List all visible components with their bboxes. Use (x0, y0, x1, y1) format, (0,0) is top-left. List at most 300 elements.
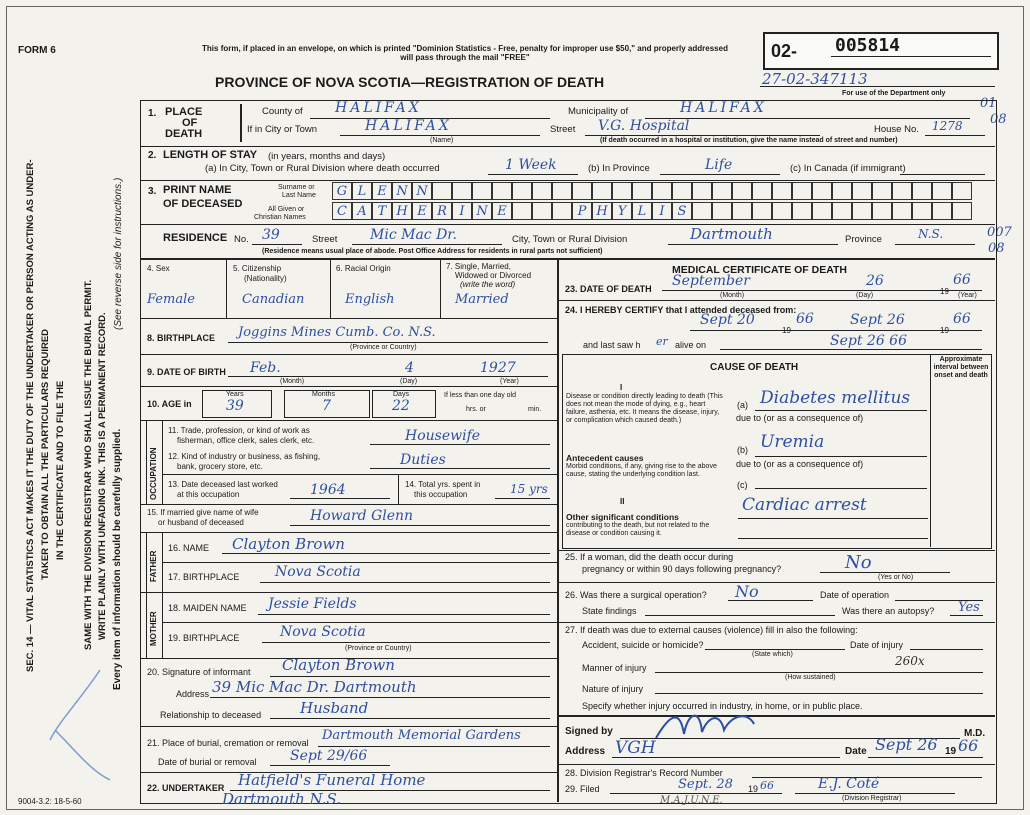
stay-b-line (660, 174, 780, 175)
undertaker-line (230, 790, 550, 791)
given-letter-box: A (352, 202, 372, 220)
given-letter-box (512, 202, 532, 220)
q29-registrar-line (795, 793, 955, 794)
occupation-side-divider (146, 420, 147, 504)
q13-value: 1964 (310, 482, 346, 498)
sex-label: 4. Sex (147, 264, 170, 273)
surname-letter-box (812, 182, 832, 200)
side-text-5: WRITE PLAINLY WITH UNFADING INK. THIS IS A PERMANENT RECORD. (97, 312, 108, 640)
given-letter-box (552, 202, 572, 220)
age-days-cap: Days (393, 391, 409, 398)
surname-letter-box (892, 182, 912, 200)
surname-letter-box (772, 182, 792, 200)
sig-address: VGH (615, 738, 656, 758)
hospital-note: (If death occurred in a hospital or institution, give the name instead of street and number) (600, 137, 898, 144)
marital-label-1: 7. Single, Married, (446, 262, 511, 271)
side-text-2: TAKER TO OBTAIN ALL THE PARTICULARS REQUIRED (40, 328, 51, 580)
given-letter-box: H (592, 202, 612, 220)
informant-rel-line (270, 718, 550, 719)
racial-value: English (345, 292, 395, 307)
stay-a-line (488, 174, 578, 175)
last-saw-mid: er (656, 335, 668, 348)
roman-1: I (620, 383, 623, 392)
undertaker-value-2: Dartmouth N.S. (222, 790, 341, 808)
informant-signature: Clayton Brown (282, 656, 395, 674)
surname-letter-box: N (412, 182, 432, 200)
given-letter-box: Y (612, 202, 632, 220)
city-label: If in City or Town (247, 124, 318, 135)
mother-bp-line (262, 642, 550, 643)
margin-code-2: 08 (990, 112, 1007, 127)
q27-injury-date-line (910, 649, 983, 650)
row-divider-2 (140, 180, 995, 181)
cause-a-tag: (a) (737, 400, 748, 410)
sig-date-line (868, 757, 983, 758)
surname-letter-box (952, 182, 972, 200)
given-letter-box (812, 202, 832, 220)
q23-line (662, 290, 982, 291)
surname-label-1: Surname or (278, 184, 315, 191)
row-divider-9 (140, 504, 557, 505)
residence-street-label: Street (312, 234, 338, 245)
surname-letter-box (932, 182, 952, 200)
residence-no-value: 39 (262, 227, 280, 243)
given-letter-box: N (472, 202, 492, 220)
md-label: M.D. (964, 728, 986, 739)
mother-bp-value: Nova Scotia (280, 624, 366, 640)
city-name-caption: (Name) (430, 137, 454, 144)
informant-label: 20. Signature of informant (147, 667, 251, 677)
q27-manner-label: Manner of injury (582, 663, 647, 673)
q27-label: 27. If death was due to external causes (violence) fill in also the following: (565, 625, 858, 635)
q25-yes-no: (Yes or No) (878, 574, 914, 581)
stay-a-value: 1 Week (505, 157, 557, 173)
q13-label-a: 13. Date deceased last worked (168, 480, 278, 489)
place-heading-3: DEATH (165, 128, 203, 140)
row-divider-5 (140, 318, 557, 319)
q27-state-which: (State which) (752, 651, 793, 658)
q11-value: Housewife (405, 428, 481, 444)
q23-month: September (672, 273, 750, 289)
sig-address-label: Address (565, 746, 606, 757)
dept-number: 27-02-347113 (762, 70, 868, 88)
father-bp-line (260, 582, 550, 583)
given-letter-box: L (632, 202, 652, 220)
birthplace-line (228, 342, 548, 343)
cause-b-line (755, 456, 927, 457)
sex-value: Female (147, 292, 195, 307)
q14-line (495, 498, 550, 499)
county-value: HALIFAX (335, 100, 422, 116)
father-bp-label: 17. BIRTHPLACE (168, 572, 240, 582)
q26-findings-label: State findings (582, 606, 637, 616)
q24-from-year: 66 (796, 311, 814, 327)
q25-value: No (845, 552, 872, 573)
residence-division-line (668, 244, 838, 245)
q28-label: 28. Division Registrar's Record Number (565, 768, 723, 778)
less-than-day: If less than one day old (444, 392, 516, 399)
residence-note: (Residence means usual place of abode. Post Office Address for residents in rural parts not sufficient) (262, 248, 603, 255)
antecedent-sub: Morbid conditions, if any, giving rise to the above cause, stating the underlying condition last. (566, 463, 717, 478)
father-vertical-label: FATHER (149, 550, 158, 582)
margin-code-1: 01 (980, 96, 997, 111)
right-divider-2 (557, 550, 995, 551)
name-heading-2: OF DECEASED (163, 198, 243, 210)
surname-letter-box (712, 182, 732, 200)
dob-day-cap: (Day) (400, 378, 418, 385)
row-divider-10 (140, 532, 557, 533)
given-letter-box (772, 202, 792, 220)
surname-letter-box (512, 182, 532, 200)
place-divider (240, 104, 242, 142)
sig-year-prefix: 19 (945, 746, 957, 757)
informant-rel: Husband (300, 699, 369, 717)
residence-province-value: N.S. (918, 227, 944, 241)
mother-maiden-line (258, 614, 550, 615)
burial-place-line (318, 746, 550, 747)
dept-use-label: For use of the Department only (842, 90, 946, 97)
age-years-value: 39 (226, 398, 244, 414)
q27-nature-line (655, 693, 983, 694)
pencil-mark (20, 660, 130, 790)
birthplace-sub: (Province or Country) (350, 344, 417, 351)
q29-filed-line (610, 793, 782, 794)
given-letter-box: C (332, 202, 352, 220)
sig-address-line (612, 757, 840, 758)
dob-year-cap: (Year) (500, 378, 519, 385)
age-months-value: 7 (322, 398, 331, 414)
surname-letter-box (792, 182, 812, 200)
q26-findings-line (645, 615, 835, 616)
side-text-4: SAME WITH THE DIVISION REGISTRAR WHO SHALL ISSUE THE BURIAL PERMIT. (83, 279, 94, 650)
right-divider-3 (557, 582, 995, 583)
given-letter-box (712, 202, 732, 220)
residence-province-label: Province (845, 234, 882, 245)
given-letter-box (932, 202, 952, 220)
marital-label-3: (write the word) (460, 280, 516, 289)
surname-letter-box (732, 182, 752, 200)
given-letter-box (952, 202, 972, 220)
row-divider-6 (140, 354, 557, 355)
dob-month-cap: (Month) (280, 378, 305, 385)
mother-maiden-label: 18. MAIDEN NAME (168, 603, 247, 613)
q27-how-sustained: (How sustained) (785, 674, 836, 681)
medical-heading: MEDICAL CERTIFICATE OF DEATH (672, 264, 847, 276)
q29-filed: Sept. 28 (678, 777, 733, 792)
dob-line (228, 376, 548, 377)
q13-label-b: at this occupation (177, 490, 240, 499)
given-letter-box: H (392, 202, 412, 220)
margin-code-4: 08 (988, 241, 1005, 256)
age-days-value: 22 (392, 398, 410, 414)
house-label: House No. (874, 124, 919, 135)
q23-day-cap: (Day) (856, 292, 874, 299)
q23-month-cap: (Month) (720, 292, 745, 299)
father-side-divider (146, 532, 147, 592)
q27-specify-label: Specify whether injury occurred in industry, in home, or in public place. (582, 701, 863, 711)
burial-date: Sept 29/66 (290, 748, 368, 764)
cause-c-line (755, 488, 927, 489)
citizenship-value: Canadian (242, 292, 305, 307)
given-letter-box (912, 202, 932, 220)
q24-to-prefix: 19 (940, 326, 949, 335)
surname-letter-box (672, 182, 692, 200)
surname-letter-box (872, 182, 892, 200)
city-value: HALIFAX (365, 118, 452, 134)
reg-number: 005814 (835, 35, 901, 56)
birthplace-label: 8. BIRTHPLACE (147, 333, 216, 343)
registration-number-box (763, 32, 999, 70)
q24-from-prefix: 19 (782, 326, 791, 335)
q11-line (370, 444, 550, 445)
q12-label-a: 12. Kind of industry or business, as fishing, (168, 452, 321, 461)
reg-underline (831, 56, 991, 57)
street-label: Street (550, 124, 576, 135)
q27-accident-line (705, 649, 845, 650)
q26-label: 26. Was there a surgical operation? (565, 590, 707, 600)
antecedent-label: Antecedent causes (566, 453, 644, 463)
margin-code-3: 007 (987, 225, 1012, 240)
father-mid-line (162, 562, 557, 563)
interval-label: Approximate interval between onset and death (933, 356, 989, 379)
birthplace-value: Joggins Mines Cumb. Co. N.S. (238, 325, 436, 340)
given-letter-box (792, 202, 812, 220)
city-line (340, 135, 540, 136)
residence-division-value: Dartmouth (690, 225, 773, 243)
given-label-1: All Given or (268, 206, 305, 213)
citizenship-label: 5. Citizenship (233, 264, 282, 273)
given-letter-box (832, 202, 852, 220)
right-divider-1 (557, 300, 995, 301)
place-num: 1. (148, 108, 157, 119)
surname-letter-box (572, 182, 592, 200)
q25-label-2: pregnancy or within 90 days following pregnancy? (582, 564, 782, 574)
burial-date-line (270, 765, 390, 766)
q26-value: No (735, 582, 759, 601)
age-label: 10. AGE in (147, 399, 192, 409)
q26-autopsy-label: Was there an autopsy? (842, 606, 935, 616)
surname-letter-box (452, 182, 472, 200)
given-letter-box (852, 202, 872, 220)
surname-letter-box (592, 182, 612, 200)
mother-maiden-value: Jessie Fields (268, 596, 357, 612)
q27-accident-label: Accident, suicide or homicide? (582, 640, 704, 650)
sig-year: 66 (958, 736, 979, 755)
surname-letter-box (472, 182, 492, 200)
surname-letter-box (852, 182, 872, 200)
dob-label: 9. DATE OF BIRTH (147, 367, 226, 377)
given-letter-box (732, 202, 752, 220)
form-title: PROVINCE OF NOVA SCOTIA—REGISTRATION OF DEATH (215, 74, 605, 90)
sig-date-label: Date (845, 746, 867, 757)
cause-b-tag: (b) (737, 445, 748, 455)
residence-street-line (352, 244, 502, 245)
stay-c-line (900, 174, 985, 175)
q11-label-a: 11. Trade, profession, or kind of work as (168, 426, 310, 435)
stay-a-label: (a) In City, Town or Rural Division where death occurred (205, 163, 440, 174)
last-saw-line (720, 349, 982, 350)
given-letter-box: I (652, 202, 672, 220)
row-divider-7 (140, 386, 557, 387)
given-letter-box: E (492, 202, 512, 220)
q27-nature-label: Nature of injury (582, 684, 644, 694)
q27-manner-note: 260x (895, 654, 925, 668)
other-conditions-value: Cardiac arrest (742, 495, 867, 515)
surname-letter-box: G (332, 182, 352, 200)
cause-a-line (755, 410, 927, 411)
street-line (585, 135, 820, 136)
occupation-vertical-label: OCCUPATION (149, 447, 158, 500)
row-divider-13 (140, 726, 557, 727)
burial-date-label: Date of burial or removal (158, 757, 257, 767)
q23-year: 66 (953, 272, 971, 288)
q13-line (290, 498, 390, 499)
citizenship-sub: (Nationality) (244, 274, 287, 283)
q12-label-b: bank, grocery store, etc. (177, 462, 263, 471)
header-notice: This form, if placed in an envelope, on which is printed "Dominion Statistics - Free, penalty for improper use $50," and properly addressed will pass through the mail "FREE" (202, 44, 728, 62)
father-name-value: Clayton Brown (232, 535, 345, 553)
municipality-value: HALIFAX (680, 100, 767, 116)
interval-divider (930, 354, 931, 547)
side-text-1: SEC. 14 — VITAL STATISTICS ACT MAKES IT THE DUTY OF THE UNDERTAKER OR PERSON ACTING AS UNDER- (25, 159, 36, 672)
row-divider-11 (140, 592, 557, 593)
stay-b-value: Life (705, 157, 733, 173)
row-divider-1 (140, 146, 995, 147)
surname-letter-box (432, 182, 452, 200)
last-saw-label: and last saw h (583, 340, 641, 350)
row-divider-3 (140, 224, 995, 225)
q24-line (690, 330, 982, 331)
surname-letter-box (752, 182, 772, 200)
cause-b-due: due to (or as a consequence of) (736, 459, 864, 469)
occupation-side-divider-2 (162, 420, 163, 504)
residence-province-line (895, 244, 975, 245)
row-divider-4 (140, 258, 995, 260)
cause-a-value: Diabetes mellitus (760, 388, 911, 408)
residence-street-value: Mic Mac Dr. (370, 227, 457, 243)
informant-sig-line (270, 676, 550, 677)
reg-prefix: 02- (771, 41, 798, 61)
q26-date-label: Date of operation (820, 590, 890, 600)
spouse-label-1: 15. If married give name of wife (147, 508, 259, 517)
hrs-label: hrs. or (466, 406, 486, 413)
q13-top-line (162, 474, 557, 475)
col-4-5 (226, 260, 227, 318)
surname-letter-box (612, 182, 632, 200)
surname-letter-box: E (372, 182, 392, 200)
q12-value: Duties (400, 452, 446, 468)
q29-registrar: E.J. Coté (818, 776, 880, 792)
mother-side-divider (146, 592, 147, 658)
informant-address-line (210, 697, 550, 698)
side-text-6: (See reverse side for instructions.) (113, 177, 124, 330)
last-saw-value: Sept 26 66 (830, 333, 907, 349)
row-divider-8 (140, 420, 557, 421)
right-divider-6 (557, 764, 995, 765)
name-num: 3. (148, 186, 157, 197)
q29-year: 66 (760, 779, 774, 792)
q12-line (370, 468, 550, 469)
q24-to: Sept 26 (850, 312, 905, 328)
informant-address: 39 Mic Mac Dr. Dartmouth (212, 678, 417, 696)
col-6-7 (440, 260, 441, 318)
given-letter-box: R (432, 202, 452, 220)
stay-c-label: (c) In Canada (if immigrant) (790, 163, 906, 174)
given-letter-box: S (672, 202, 692, 220)
undertaker-value: Hatfield's Funeral Home (238, 771, 426, 789)
dob-month: Feb. (250, 360, 281, 376)
surname-letter-box (912, 182, 932, 200)
residence-heading: RESIDENCE (163, 232, 228, 244)
surname-letter-box (632, 182, 652, 200)
given-label-2: Christian Names (254, 214, 306, 221)
stay-sub: (in years, months and days) (268, 151, 386, 162)
county-label: County of (262, 106, 303, 117)
age-years-cap: Years (226, 391, 244, 398)
marital-value: Married (455, 292, 509, 307)
q14-value: 15 yrs (510, 482, 548, 496)
age-months-cap: Months (312, 391, 335, 398)
surname-letter-box (532, 182, 552, 200)
q29-registrar-cap: (Division Registrar) (842, 795, 902, 802)
municipality-line (645, 118, 970, 119)
q24-to-year: 66 (953, 311, 971, 327)
q24-from: Sept 20 (700, 312, 755, 328)
given-letter-box: T (372, 202, 392, 220)
father-name-label: 16. NAME (168, 543, 210, 553)
other-conditions-line-2 (738, 538, 928, 539)
form-number: FORM 6 (18, 45, 56, 56)
q26-line (728, 600, 813, 601)
cause-a-block: Disease or condition directly leading to death (This does not mean the mode of dying, e.g., heart failure, asthenia, etc. It means the disease, injury, or complication which caused death.) (566, 393, 723, 424)
municipality-label: Municipality of (568, 106, 629, 117)
min-label: min. (528, 406, 542, 413)
place-heading-2: OF (182, 117, 198, 129)
spouse-label-2: or husband of deceased (158, 518, 244, 527)
q26-autopsy-line (950, 615, 983, 616)
given-letter-box: P (572, 202, 592, 220)
surname-letter-box (652, 182, 672, 200)
stay-b-label: (b) In Province (588, 163, 650, 174)
q29-year-prefix: 19 (748, 784, 759, 794)
surname-letter-box (552, 182, 572, 200)
q25-line (820, 572, 950, 573)
q11-label-b: fisherman, office clerk, sales clerk, etc. (177, 436, 315, 445)
q27-manner-line (655, 672, 983, 673)
place-heading-1: PLACE (165, 106, 203, 118)
cause-a-due: due to (or as a consequence of) (736, 413, 864, 423)
side-text-3: IN THE CERTIFICATE AND TO FILE THE (55, 380, 66, 560)
dob-day: 4 (405, 360, 414, 376)
q23-year-cap: (Year) (958, 292, 977, 299)
stay-heading: LENGTH OF STAY (163, 149, 258, 161)
q27-injury-date-label: Date of injury (850, 640, 904, 650)
racial-label: 6. Racial Origin (336, 264, 391, 273)
form-code: 9004-3.2: 18-5-60 (18, 797, 82, 806)
roman-2: II (620, 497, 625, 506)
surname-letter-box (692, 182, 712, 200)
signed-by-label: Signed by (565, 726, 613, 737)
mother-bp-label: 19. BIRTHPLACE (168, 633, 240, 643)
father-name-line (222, 553, 550, 554)
surname-letter-box (492, 182, 512, 200)
right-divider-4 (557, 622, 995, 623)
q26-autopsy-value: Yes (958, 600, 980, 615)
surname-label-2: Last Name (282, 192, 316, 199)
sig-date: Sept 26 (875, 735, 938, 754)
q29-label: 29. Filed (565, 784, 600, 794)
given-letter-box (692, 202, 712, 220)
